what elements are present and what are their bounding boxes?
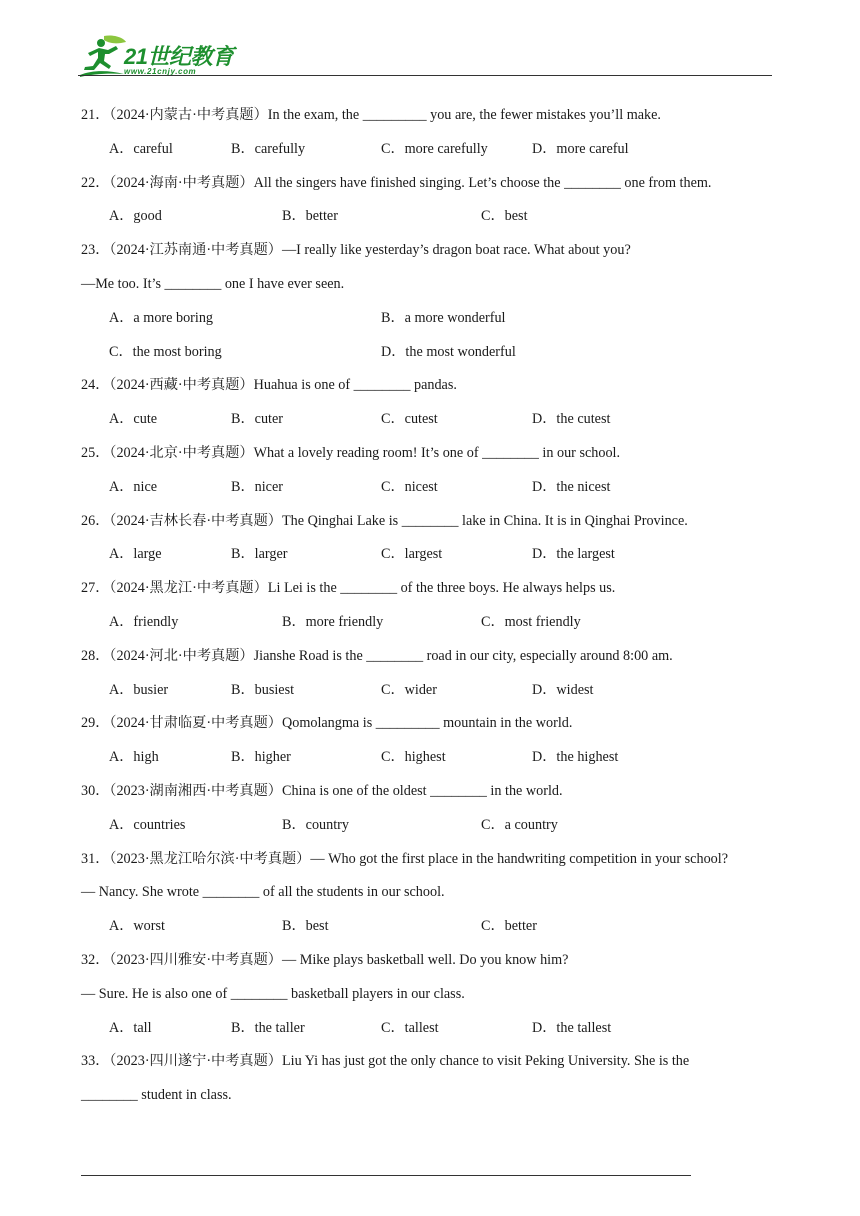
answer-option: D．the cutest: [532, 411, 611, 428]
header-divider: [78, 75, 772, 76]
answer-options: [81, 475, 781, 509]
answer-option: C．better: [481, 918, 537, 935]
question-text: 29．（2024·甘肃临夏·中考真题）Qomolangma is _________ mountain in the world.: [81, 715, 573, 732]
answer-option: D．the largest: [532, 546, 615, 563]
answer-options: [81, 542, 781, 576]
answer-option: B．a more wonderful: [381, 309, 506, 326]
logo: [78, 34, 248, 78]
answer-option: C．tallest: [381, 1019, 439, 1036]
answer-options: [81, 306, 781, 340]
answer-option: A．friendly: [109, 613, 179, 630]
answer-option: A．high: [109, 749, 159, 766]
answer-option: B．better: [282, 208, 338, 225]
answer-options: [81, 914, 781, 948]
answer-option: A．cute: [109, 411, 158, 428]
question-text: 33．（2023·四川遂宁·中考真题）Liu Yi has just got the only chance to visit Peking University. She is the: [81, 1053, 690, 1070]
question-text: 31．（2023·黑龙江哈尔滨·中考真题）— Who got the first place in the handwriting competition in your school?: [81, 850, 729, 867]
answer-option: B．best: [282, 918, 329, 935]
answer-option: B．larger: [231, 546, 288, 563]
answer-option: C．largest: [381, 546, 443, 563]
question-text: 24．（2024·西藏·中考真题）Huahua is one of ________ pandas.: [81, 377, 457, 394]
logo-url: www.21cnjy.com: [124, 67, 197, 76]
answer-option: D．the nicest: [532, 478, 611, 495]
question-list: [81, 103, 781, 1117]
answer-options: [81, 1016, 781, 1050]
answer-option: A．a more boring: [109, 309, 214, 326]
answer-option: D．the tallest: [532, 1019, 612, 1036]
question-text: — Nancy. She wrote ________ of all the students in our school.: [81, 884, 445, 901]
answer-option: C．a country: [481, 816, 558, 833]
answer-option: C．wider: [381, 681, 437, 698]
question-text: ________ student in class.: [81, 1087, 232, 1104]
footer-divider: [81, 1175, 691, 1176]
answer-option: D．more careful: [532, 140, 629, 157]
question-text: 26．（2024·吉林长春·中考真题）The Qinghai Lake is ________ lake in China. It is in Qinghai Province.: [81, 512, 688, 529]
question-text: 21．（2024·内蒙古·中考真题）In the exam, the _________ you are, the fewer mistakes you’ll make.: [81, 107, 661, 123]
answer-option: D．the most wonderful: [381, 343, 516, 360]
answer-option: B．busiest: [231, 681, 295, 698]
question-text: — Sure. He is also one of ________ basketball players in our class.: [81, 985, 465, 1002]
answer-option: A．tall: [109, 1019, 152, 1036]
answer-option: D．widest: [532, 681, 594, 698]
question-text: 32．（2023·四川雅安·中考真题）— Mike plays basketball well. Do you know him?: [81, 951, 569, 968]
answer-options: [81, 407, 781, 441]
answer-option: B．nicer: [231, 478, 284, 495]
answer-option: B．carefully: [231, 140, 306, 157]
answer-options: [81, 204, 781, 238]
question-text: 22．（2024·海南·中考真题）All the singers have finished singing. Let’s choose the ________ one from them.: [81, 174, 712, 191]
question-text: —Me too. It’s ________ one I have ever seen.: [81, 275, 345, 292]
answer-option: B．country: [282, 816, 349, 833]
answer-option: A．good: [109, 208, 162, 225]
answer-option: C．best: [481, 208, 528, 225]
answer-option: C．highest: [381, 749, 446, 766]
answer-option: C．the most boring: [109, 343, 222, 360]
answer-options: [81, 813, 781, 847]
answer-options: [81, 610, 781, 644]
question-text: 23．（2024·江苏南通·中考真题）—I really like yesterday’s dragon boat race. What about you?: [81, 242, 631, 259]
answer-options: [81, 137, 781, 171]
answer-option: C．more carefully: [381, 140, 488, 157]
answer-options: [81, 340, 781, 374]
page-header: [78, 30, 772, 80]
answer-option: A．worst: [109, 918, 165, 935]
answer-option: A．careful: [109, 140, 173, 157]
answer-option: B．cuter: [231, 411, 284, 428]
question-text: 27．（2024·黑龙江·中考真题）Li Lei is the ________ of the three boys. He always helps us.: [81, 580, 616, 597]
answer-option: B．the taller: [231, 1019, 305, 1036]
runner-icon: [78, 34, 128, 78]
answer-option: D．the highest: [532, 749, 619, 766]
question-text: 28．（2024·河北·中考真题）Jianshe Road is the ________ road in our city, especially around 8:00 am.: [81, 647, 673, 664]
answer-option: C．cutest: [381, 411, 438, 428]
question-text: 30．（2023·湖南湘西·中考真题）China is one of the oldest ________ in the world.: [81, 782, 563, 799]
answer-option: B．higher: [231, 749, 291, 766]
answer-option: C．nicest: [381, 478, 438, 495]
question-text: 25．（2024·北京·中考真题）What a lovely reading room! It’s one of ________ in our school.: [81, 444, 621, 461]
answer-option: A．countries: [109, 816, 186, 833]
answer-option: C．most friendly: [481, 613, 581, 630]
answer-options: [81, 745, 781, 779]
answer-option: B．more friendly: [282, 613, 384, 630]
answer-options: [81, 678, 781, 712]
answer-option: A．large: [109, 546, 162, 563]
logo-text: 21世纪教育: [124, 44, 234, 69]
answer-option: A．nice: [109, 478, 158, 495]
answer-option: A．busier: [109, 681, 169, 698]
